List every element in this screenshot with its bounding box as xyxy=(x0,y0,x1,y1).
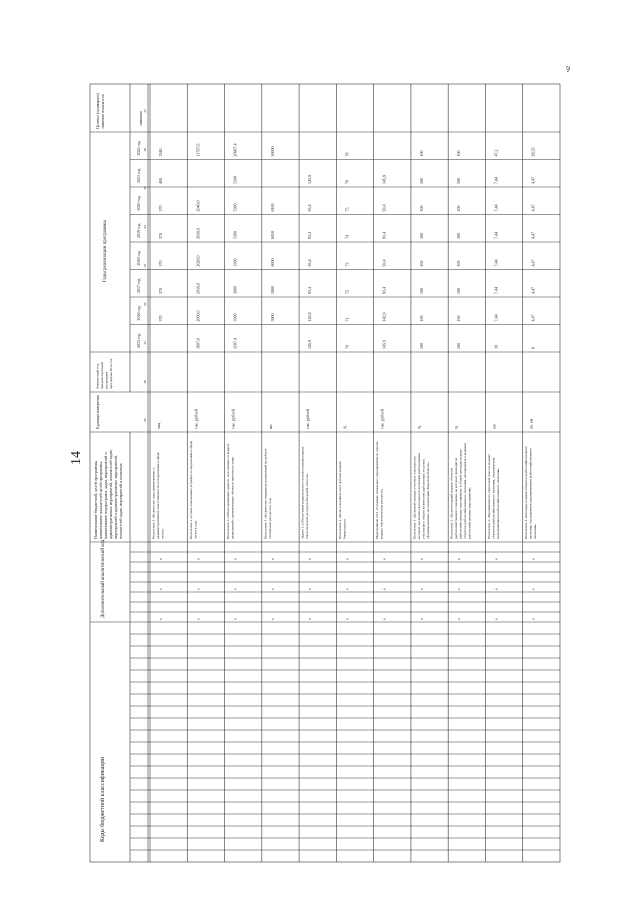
code-digit: 0 xyxy=(159,558,163,560)
row-value: 6050 xyxy=(269,231,275,239)
row-label: охоты» xyxy=(160,528,165,539)
row-label: участками в общем количестве рыболовных участков, xyxy=(421,458,426,539)
row-value: 4,47 xyxy=(530,287,536,294)
row-value: 1187,4 xyxy=(232,338,238,349)
row-unit: лиц xyxy=(156,422,161,429)
header-name: Наименование бюджетной, целей программы, xyxy=(93,460,98,539)
code-digit: 0 xyxy=(531,588,536,590)
row-value: 6 xyxy=(530,347,536,349)
row-value: 7,44 xyxy=(493,314,499,322)
row-value: 47,2 xyxy=(493,149,499,157)
row-unit: тыс. рублей xyxy=(305,409,311,429)
row-value: 100 xyxy=(456,288,462,294)
row-value: 100 xyxy=(456,150,462,157)
row-value: 93,4 xyxy=(381,232,387,239)
row-label: биологических ресурсов Тверской области» xyxy=(305,473,310,539)
row-value: 72 xyxy=(344,290,350,294)
code-digit: 0 xyxy=(457,588,462,590)
column-number: 32 xyxy=(143,302,147,306)
row-label: рыбохозяйственного значения, на которых проводятся xyxy=(454,458,459,539)
row-value: 370 xyxy=(158,233,163,239)
row-label: Задача 2 «Обеспечение рационального использования водных xyxy=(300,446,305,539)
row-value: 7,44 xyxy=(493,232,499,239)
row-value: 3300 xyxy=(232,313,238,322)
header-financial: Финансовый год, xyxy=(95,363,100,389)
row-label: рыбохозяйственные мероприятия, в общей площади водных xyxy=(458,449,463,539)
row-value: 73 xyxy=(344,262,350,267)
row-label: значения, охватываемая мероприятиями рыбохозяйственного xyxy=(528,447,533,539)
row-value: 3300 xyxy=(232,258,238,267)
row-value: 2000,0 xyxy=(195,310,201,322)
code-digit: 0 xyxy=(196,618,201,620)
row-value: 10 xyxy=(493,345,499,349)
row-value: 4,47 xyxy=(530,177,536,184)
row-value: 100 xyxy=(456,205,462,212)
code-digit: 0 xyxy=(159,618,163,620)
row-label: Показатель 3 «Объем денежных средств, полученных за выдачу xyxy=(226,443,231,539)
code-digit: 0 xyxy=(345,558,350,560)
row-label: Показатель 1 «Доля освоенных квот добычи водных xyxy=(337,460,342,539)
header-financial: программы 2014 год xyxy=(109,358,113,389)
row-label: Мероприятие 2.01 «Создание земельного мероприятия по охране xyxy=(375,441,380,539)
row-value: 93,4 xyxy=(381,287,387,294)
header-budget-class: Коды бюджетной классификации xyxy=(100,757,106,842)
row-value: 75 xyxy=(344,207,350,212)
code-digit: 0 xyxy=(345,588,350,590)
code-digit: 0 xyxy=(233,618,238,620)
row-value: 5300 xyxy=(232,176,238,184)
row-value: 5300 xyxy=(232,231,238,239)
year-header: 2017 год xyxy=(136,278,141,293)
header-target: значение показателя xyxy=(100,94,105,129)
row-value: 145,9 xyxy=(307,340,313,349)
code-digit: 0 xyxy=(494,588,499,590)
row-value: 93,4 xyxy=(307,287,313,294)
column-number: 31 xyxy=(143,341,147,345)
row-label: водных биологических ресурсов» xyxy=(379,488,384,539)
row-unit: тыс. рублей xyxy=(230,409,236,429)
code-digit: 0 xyxy=(345,618,350,620)
row-value: 4,47 xyxy=(530,259,536,267)
header-financial: предшествующий xyxy=(100,362,104,389)
row-label: Показатель 2 «Сумма взысканных штрафов за нарушения в сфере xyxy=(188,440,193,539)
row-unit: шт xyxy=(267,424,273,429)
row-value: 100 xyxy=(456,178,462,184)
row-value: 2030,0 xyxy=(195,228,201,239)
year-header: 2022 год xyxy=(136,141,141,156)
row-value: 7,44 xyxy=(493,287,499,294)
row-label: Показатель 4 «Площадь водных объектов рыбохозяйственного xyxy=(524,445,529,539)
row-value: 20907,4 xyxy=(232,143,238,157)
row-value: 100 xyxy=(456,260,462,267)
code-digit: 0 xyxy=(159,588,163,590)
header-period: Годы реализации программы xyxy=(103,220,108,282)
row-unit: км xyxy=(491,424,497,429)
row-unit: кв. км xyxy=(528,418,534,429)
row-value: 7,44 xyxy=(493,204,499,212)
row-value: 100 xyxy=(418,260,424,267)
column-number: 34 xyxy=(143,225,147,229)
code-digit: 0 xyxy=(494,618,499,620)
row-value: 71 xyxy=(344,317,350,322)
column-number: 36 xyxy=(143,147,147,152)
code-digit: 0 xyxy=(457,618,462,620)
code-digit: 0 xyxy=(233,588,238,590)
row-value: 100 xyxy=(456,315,462,322)
row-label: объектов рыбохозяйственного значения, находящихся в ведении xyxy=(463,443,468,539)
year-header: 2020 год xyxy=(136,196,141,211)
row-value: 400 xyxy=(158,178,163,184)
code-digit: 0 xyxy=(382,558,387,560)
code-digit: 0 xyxy=(419,618,424,620)
row-label: мероприятиями рыбохозяйственного значения» xyxy=(495,468,500,539)
row-value: 7,44 xyxy=(493,259,499,267)
code-digit: 0 xyxy=(270,588,275,590)
code-digit: 0 xyxy=(270,618,275,620)
column-number: 33 xyxy=(143,263,147,268)
row-value: 142,9 xyxy=(307,312,313,322)
code-digit: 0 xyxy=(419,558,424,560)
header-target: Целевое (суммарное) xyxy=(95,92,100,129)
row-value: 76 xyxy=(344,152,350,157)
row-value: 30000 xyxy=(269,146,275,157)
row-value: 76 xyxy=(344,180,350,184)
row-value: 2020,0 xyxy=(195,255,201,267)
header-name: административных мероприятий, показателей задач, xyxy=(108,449,113,539)
row-label: значения» xyxy=(533,523,538,539)
row-value: 145,9 xyxy=(381,175,387,184)
column-number: 37 xyxy=(143,109,147,113)
code-digit: 0 xyxy=(419,588,424,590)
row-value: 100 xyxy=(418,233,424,239)
code-digit: 0 xyxy=(196,558,201,560)
row-label: которых заключены договоры пользования рыболовными xyxy=(416,453,421,539)
row-value: 93,4 xyxy=(381,204,387,212)
row-value: 4,47 xyxy=(530,314,536,322)
year-header: 2016 год xyxy=(136,306,141,321)
row-value: 370 xyxy=(158,315,163,322)
year-header: 2021 год xyxy=(136,168,141,183)
row-value: 2010,0 xyxy=(195,283,201,294)
row-value: 28,35 xyxy=(530,147,536,157)
row-value: 370 xyxy=(158,260,163,267)
row-label: Показатель 4 «Количество выданных разрешений на добычу xyxy=(263,448,268,539)
row-value: 70 xyxy=(344,345,350,349)
row-label: Показатель 3 «Протяженность береговой полосы водных xyxy=(486,454,491,539)
row-value: 6000 xyxy=(269,258,275,267)
row-value: 93,4 xyxy=(307,204,313,212)
code-digit: 0 xyxy=(270,558,275,560)
row-value: 5900 xyxy=(269,313,275,322)
row-value: 3340 xyxy=(158,148,163,157)
corner-mark: ч2 xyxy=(566,65,573,73)
row-value: 142,9 xyxy=(381,312,387,322)
code-digit: 0 xyxy=(494,558,499,560)
row-value: 100 xyxy=(456,233,462,239)
header-additional-class: Дополнительный аналитический код xyxy=(101,539,106,618)
row-value: 145,9 xyxy=(381,340,387,349)
row-value: 5900 xyxy=(269,286,275,294)
row-unit: тыс. рублей xyxy=(379,409,385,429)
row-label: охоты в год» xyxy=(193,520,198,539)
code-digit: 0 xyxy=(308,558,313,560)
code-digit: 0 xyxy=(196,588,201,590)
code-digit: 0 xyxy=(382,618,387,620)
row-value: 145,9 xyxy=(307,175,313,184)
row-label: рыбохозяйственных мероприятий» xyxy=(467,486,472,539)
header-name: мероприятий и административных мероприятий, xyxy=(113,455,118,539)
code-digit: 0 xyxy=(457,558,462,560)
row-label: административной ответственности за нарушения в сфере xyxy=(156,451,160,539)
row-unit: тыс. рублей xyxy=(193,409,199,429)
code-digit: 0 xyxy=(531,618,536,620)
year-header: 2018 год xyxy=(136,251,141,266)
rotated-table xyxy=(90,84,560,862)
row-value: 100 xyxy=(418,288,424,294)
header-financial: реализации xyxy=(104,371,109,389)
row-value: 3000 xyxy=(232,286,238,294)
row-unit: % xyxy=(416,425,422,429)
row-label: сформированных на территории Тверской области» xyxy=(425,461,430,539)
code-digit: 0 xyxy=(308,588,313,590)
code-digit: 0 xyxy=(531,558,536,560)
header-name: наименование подпрограмм, задач, мероприятий и xyxy=(103,452,108,539)
row-value: 100 xyxy=(418,315,424,322)
row-value: 5300 xyxy=(232,203,238,212)
row-label: объектов рыбохозяйственного значения, охватываемая xyxy=(491,457,496,539)
row-value: 100 xyxy=(418,205,424,212)
header-name: наименование показателей целей программы, xyxy=(98,461,103,539)
row-label: разрешений», привлеченных объектов животного мира xyxy=(230,456,235,539)
row-value: 100 xyxy=(418,150,424,157)
code-digit: 0 xyxy=(308,618,313,620)
row-label: биоресурсов» xyxy=(342,518,347,539)
row-value: 4,47 xyxy=(530,232,536,239)
row-value: 100 xyxy=(418,343,424,349)
code-digit: 0 xyxy=(382,588,387,590)
row-label: Показатель 2 «Доля площадей водных объектов xyxy=(449,467,454,539)
row-value: 93,4 xyxy=(307,259,313,267)
row-label: Показатель 1 «Количество лиц, привлеченных к xyxy=(151,467,156,539)
row-value: 1607,0 xyxy=(195,338,201,349)
code-digit: 0 xyxy=(233,558,238,560)
row-label: охотничьих ресурсов в год» xyxy=(267,497,272,539)
column-number: 29 xyxy=(143,418,147,422)
row-unit: % xyxy=(342,425,348,429)
year-header: 2015 год xyxy=(136,333,141,348)
page-number: 14 xyxy=(69,451,84,465)
row-value: 370 xyxy=(158,205,163,212)
header-unit: Единица измерения xyxy=(95,395,100,429)
column-number: 30 xyxy=(143,379,147,384)
row-value: 370 xyxy=(158,288,163,294)
row-value: 2040,0 xyxy=(195,200,201,212)
row-value: 11707,0 xyxy=(195,143,201,157)
row-value: 4,47 xyxy=(530,204,536,212)
column-number: 35 xyxy=(143,186,147,190)
row-value: 100 xyxy=(456,343,462,349)
year-header: 2019 год xyxy=(136,223,141,238)
row-value: 74 xyxy=(344,235,350,239)
header-name: показателей задач, мероприятий и плановых xyxy=(118,463,123,539)
header-value: значение xyxy=(138,110,143,126)
row-value: 6100 xyxy=(269,203,275,212)
row-label: Показатель 1 «Доля рыболовных участков, в результате xyxy=(412,456,417,539)
row-value: 7,44 xyxy=(493,177,499,184)
row-value: 93,4 xyxy=(307,232,313,239)
row-value: 100 xyxy=(418,178,424,184)
row-unit: % xyxy=(454,425,460,429)
row-value: 93,4 xyxy=(381,259,387,267)
